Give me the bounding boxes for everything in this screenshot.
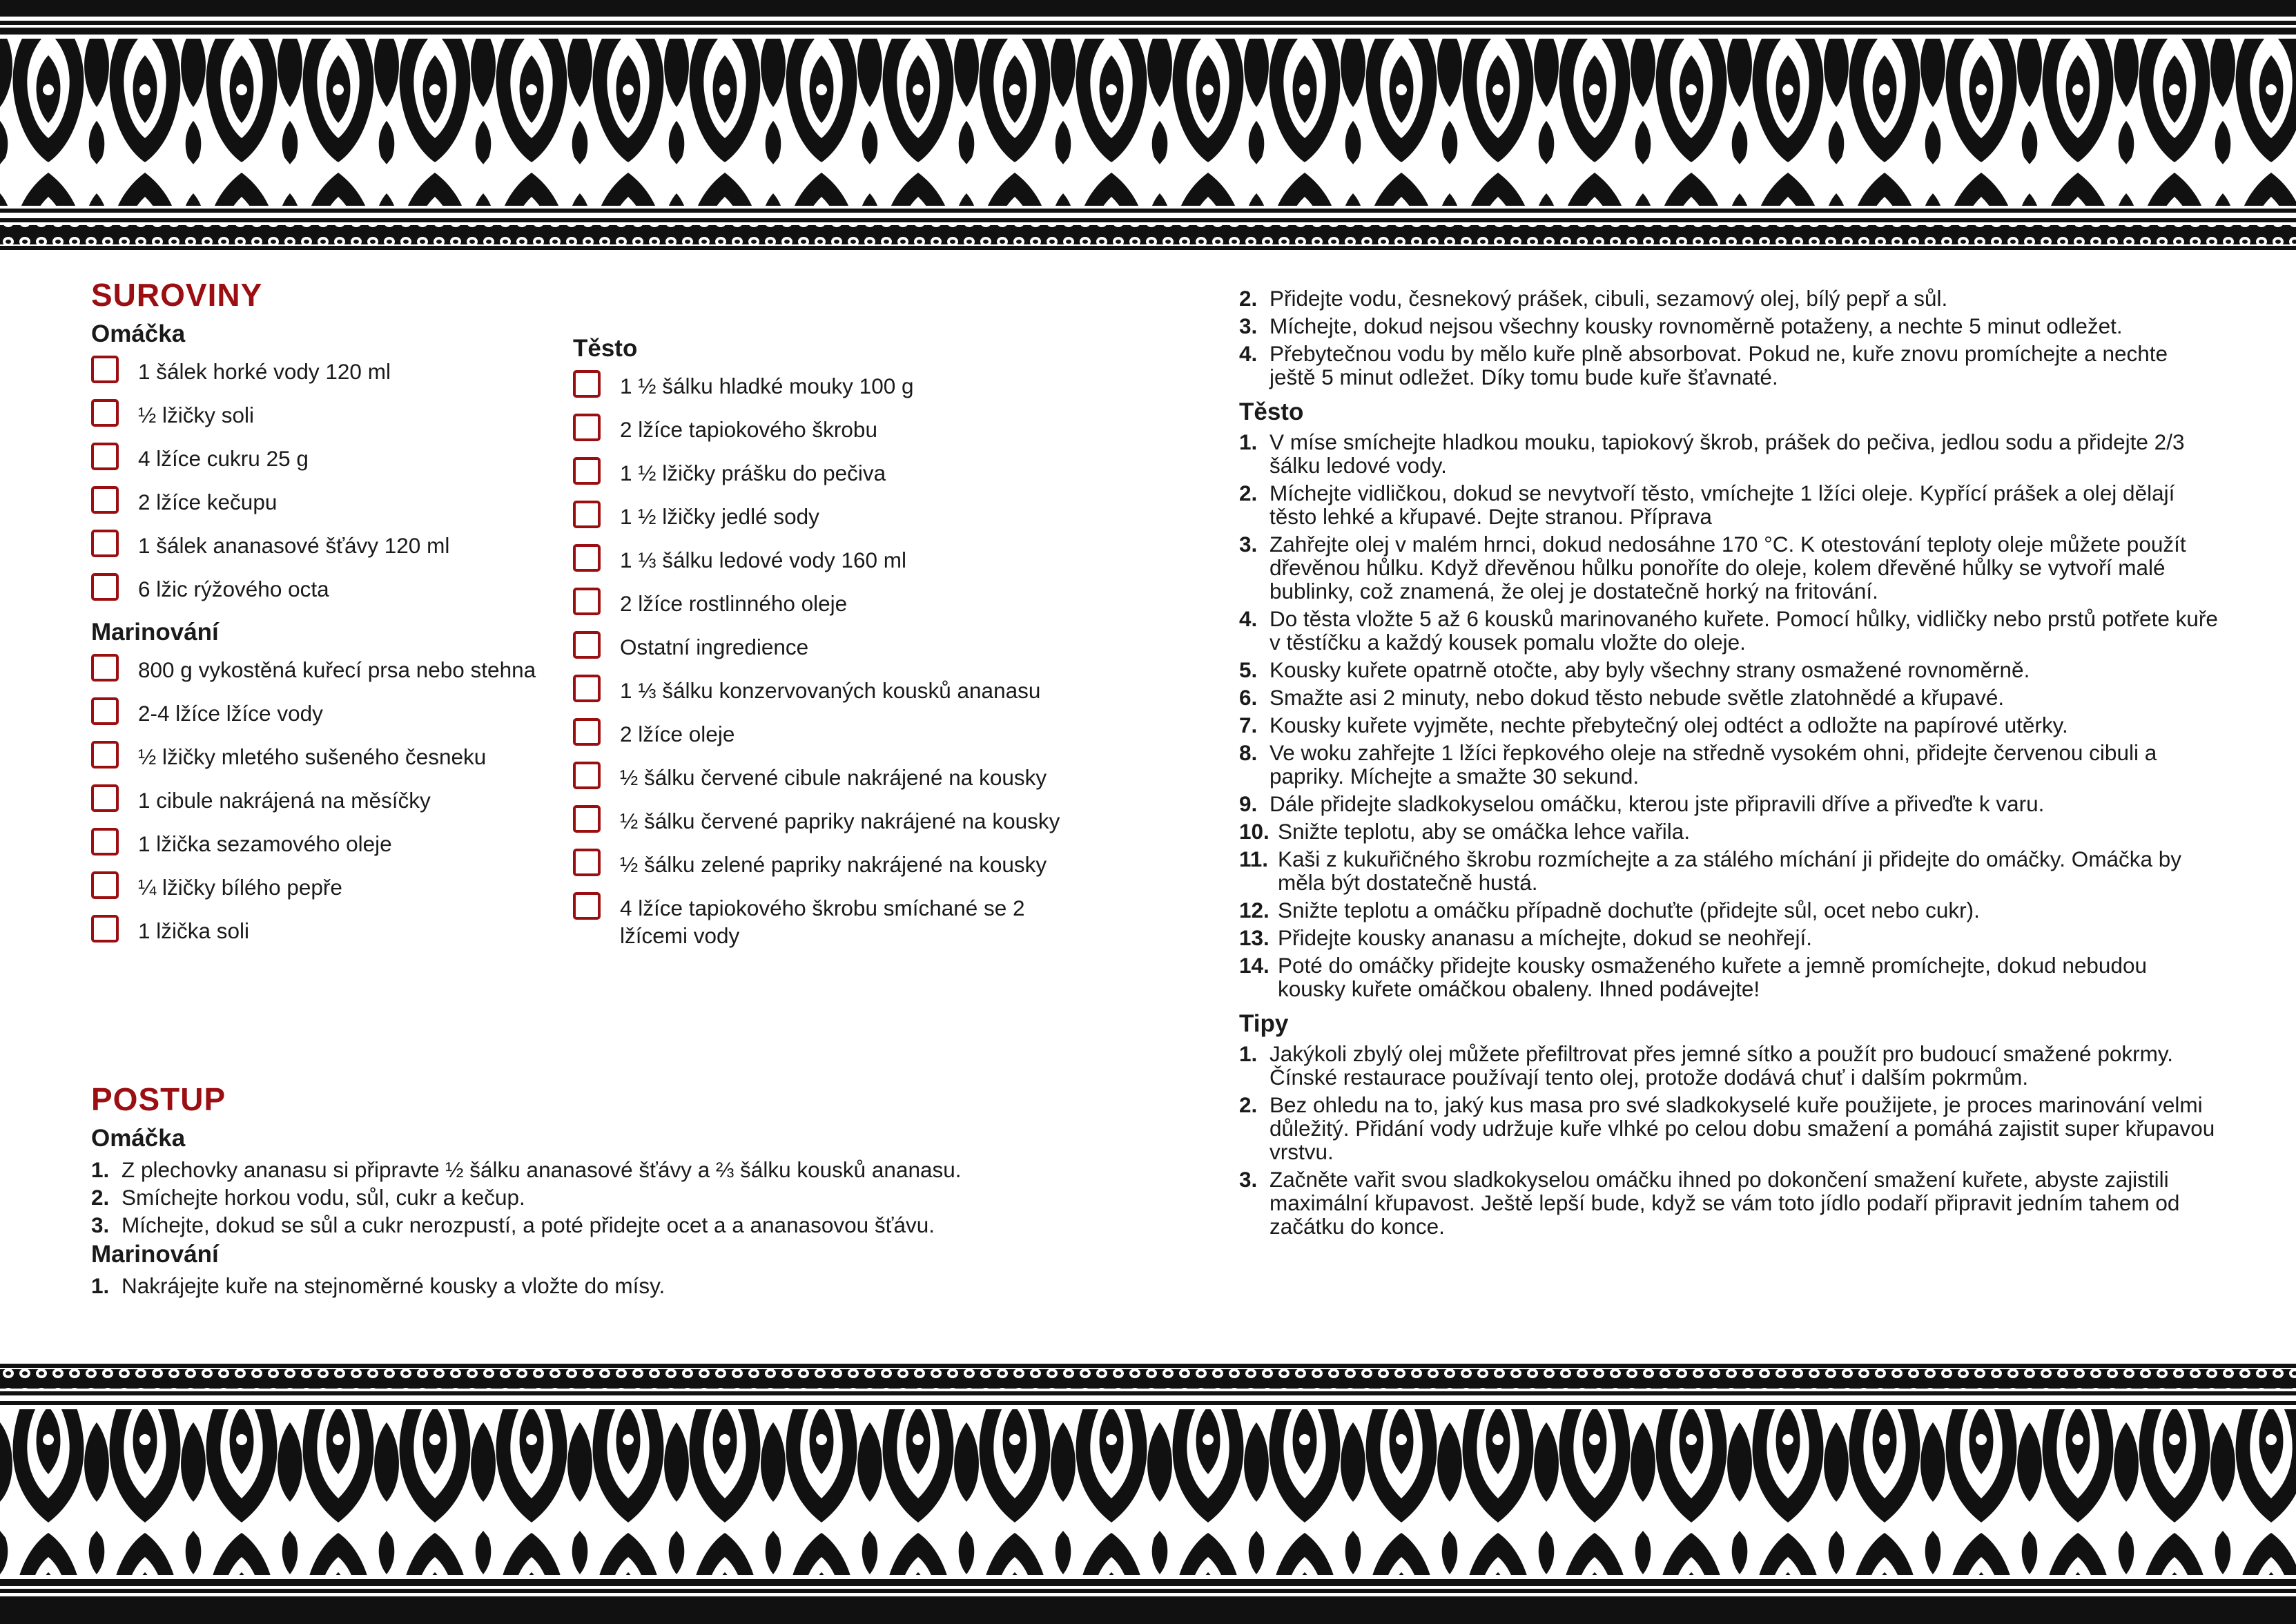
method-heading-omacka: Omáčka <box>91 1125 186 1152</box>
checkbox[interactable] <box>573 631 601 659</box>
checklist-item[interactable]: 2 lžíce tapiokového škrobu <box>573 416 1070 443</box>
checkbox[interactable] <box>573 892 601 920</box>
checkbox[interactable] <box>573 501 601 528</box>
step-item: 13. Přidejte kousky ananasu a míchejte, dokud se neohřejí. <box>1239 925 1812 950</box>
step-item: 3. Zahřejte olej v malém hrnci, dokud nedosáhne 170 °C. K otestování teploty oleje můžete použít dřevěnou hůlku. Když dřevěnou hůlku ponoříte do oleje, kolem dřevěné hůlky se vytvoří malé bublinky, což znamená, že olej je dostatečně horký na fritování. <box>1239 532 2186 603</box>
checklist-item[interactable]: 1 ⅓ šálku ledové vody 160 ml <box>573 546 1070 574</box>
checklist-item[interactable]: 1 lžička sezamového oleje <box>91 830 547 858</box>
steps-marinovani-part1 <box>91 1274 1127 1297</box>
method-continued-column <box>1239 287 2219 1242</box>
step-item: 1. Z plechovky ananasu si připravte ½ šálku ananasové šťávy a ⅔ šálku kousků ananasu. <box>91 1157 962 1182</box>
checkbox[interactable] <box>91 915 119 942</box>
step-item: 3. Míchejte, dokud nejsou všechny kousky rovnoměrně potaženy, a nechte 5 minut odležet. <box>1239 313 2123 338</box>
ingredients-title: SUROVINY <box>91 277 263 313</box>
checklist-marinovani <box>91 656 547 945</box>
checklist-omacka <box>91 358 547 603</box>
checklist-item[interactable]: ½ lžičky mletého sušeného česneku <box>91 743 547 771</box>
checklist-item[interactable]: 1 ½ šálku hladké mouky 100 g <box>573 372 1070 400</box>
steps-omacka <box>91 1158 1127 1237</box>
checklist-item[interactable]: ½ šálku zelené papriky nakrájené na kousky <box>573 851 1070 878</box>
steps-testo <box>1239 430 2219 1000</box>
thai-pattern-top <box>0 0 2296 255</box>
step-item: 6. Smažte asi 2 minuty, nebo dokud těsto nebude světle zlatohnědé a křupavé. <box>1239 685 2005 710</box>
method-heading-tipy: Tipy <box>1239 1010 1289 1037</box>
checkbox[interactable] <box>573 414 601 441</box>
step-item: 10. Snižte teplotu, aby se omáčka lehce vařila. <box>1239 819 1691 844</box>
checklist-item[interactable]: 6 lžic rýžového octa <box>91 575 547 603</box>
steps-tipy <box>1239 1042 2219 1238</box>
step-item: 4. Přebytečnou vodu by mělo kuře plně absorbovat. Pokud ne, kuře znovu promíchejte a nechte ještě 5 minut odležet. Díky tomu bude kuře šťavnaté. <box>1239 341 2168 389</box>
step-item: 8. Ve woku zahřejte 1 lžíci řepkového oleje na středně vysokém ohni, přidejte červenou cibuli a papriky. Míchejte a smažte 30 sekund. <box>1239 740 2157 789</box>
checkbox[interactable] <box>91 654 119 682</box>
step-item: 12. Snižte teplotu a omáčku případně dochuťte (přidejte sůl, ocet nebo cukr). <box>1239 898 1980 922</box>
checkbox[interactable] <box>91 486 119 514</box>
checkbox[interactable] <box>573 457 601 485</box>
checkbox[interactable] <box>91 530 119 557</box>
thai-pattern-bottom <box>0 1364 2296 1624</box>
step-item: 1. Jakýkoli zbylý olej můžete přefiltrovat přes jemné sítko a použít pro budoucí smažené pokrmy. Čínské restaurace používají tento olej, protože dodává chuť i dalším pokrmům. <box>1239 1041 2174 1090</box>
steps-marinovani-part2 <box>1239 287 2219 389</box>
checkbox[interactable] <box>91 573 119 601</box>
checklist-item[interactable]: 1 cibule nakrájená na měsíčky <box>91 786 547 814</box>
checklist-item[interactable]: ½ šálku červené cibule nakrájené na kousky <box>573 764 1070 791</box>
step-item: 2. Smíchejte horkou vodu, sůl, cukr a kečup. <box>91 1185 525 1210</box>
ingredients-column-2 <box>573 276 1070 965</box>
checklist-item[interactable]: ½ lžičky soli <box>91 401 547 429</box>
step-item: 5. Kousky kuřete opatrně otočte, aby byly všechny strany osmažené rovnoměrně. <box>1239 657 2030 682</box>
checkbox[interactable] <box>573 370 601 398</box>
checkbox[interactable] <box>91 741 119 768</box>
checklist-item[interactable]: 1 šálek horké vody 120 ml <box>91 358 547 385</box>
method-heading-testo: Těsto <box>1239 398 1304 425</box>
checklist-item[interactable]: 1 ½ lžičky prášku do pečiva <box>573 459 1070 487</box>
step-item: 14. Poté do omáčky přidejte kousky osmaženého kuřete a jemně promíchejte, dokud nebudou kousky kuřete omáčkou obaleny. Ihned podávejte! <box>1239 953 2148 1001</box>
group-heading-omacka: Omáčka <box>91 320 186 347</box>
step-item: 9. Dále přidejte sladkokyselou omáčku, kterou jste připravili dříve a přiveďte k varu. <box>1239 791 2045 816</box>
group-heading-marinovani: Marinování <box>91 619 219 646</box>
checklist-testo <box>573 372 1070 949</box>
checkbox[interactable] <box>91 784 119 812</box>
checkbox[interactable] <box>91 828 119 856</box>
step-item: 3. Míchejte, dokud se sůl a cukr nerozpustí, a poté přidejte ocet a a ananasovou šťávu. <box>91 1212 935 1237</box>
checklist-item[interactable]: Ostatní ingredience <box>573 633 1070 661</box>
checkbox[interactable] <box>91 356 119 383</box>
checkbox[interactable] <box>573 718 601 746</box>
checklist-item[interactable]: 2-4 lžíce lžíce vody <box>91 699 547 727</box>
method-heading-marinovani: Marinování <box>91 1241 219 1268</box>
method-section <box>91 1081 1127 1302</box>
step-item: 1. V míse smíchejte hladkou mouku, tapiokový škrob, prášek do pečiva, jedlou sodu a přidejte 2/3 šálku ledové vody. <box>1239 429 2185 478</box>
group-heading-testo: Těsto <box>573 335 638 362</box>
step-item: 1. Nakrájejte kuře na stejnoměrné kousky a vložte do mísy. <box>91 1273 665 1298</box>
checkbox[interactable] <box>573 544 601 572</box>
checklist-item[interactable]: 1 ⅓ šálku konzervovaných kousků ananasu <box>573 677 1070 704</box>
checklist-item[interactable]: 1 ½ lžičky jedlé sody <box>573 503 1070 530</box>
checklist-item[interactable]: 1 šálek ananasové šťávy 120 ml <box>91 532 547 559</box>
step-item: 2. Míchejte vidličkou, dokud se nevytvoří těsto, vmíchejte 1 lžíci oleje. Kypřící prášek a olej dělají těsto lehké a křupavé. Dejte stranou. Příprava <box>1239 481 2175 529</box>
step-item: 2. Bez ohledu na to, jaký kus masa pro své sladkokyselé kuře použijete, je proces marinování velmi důležitý. Přidání vody udržuje kuře vlhké po celou dobu smažení a pomáhá zajistit super křupavou vrstvu. <box>1239 1092 2215 1164</box>
checkbox[interactable] <box>91 871 119 899</box>
step-item: 7. Kousky kuřete vyjměte, nechte přebytečný olej odtéct a odložte na papírové utěrky. <box>1239 713 2068 737</box>
ingredients-column-1 <box>91 276 547 960</box>
checklist-item[interactable]: 2 lžíce oleje <box>573 720 1070 748</box>
checkbox[interactable] <box>573 588 601 615</box>
checkbox[interactable] <box>573 805 601 833</box>
checklist-item[interactable]: 800 g vykostěná kuřecí prsa nebo stehna <box>91 656 547 684</box>
bottom-ornament-border <box>0 1364 2296 1624</box>
checkbox[interactable] <box>91 399 119 427</box>
checklist-item[interactable]: 2 lžíce kečupu <box>91 488 547 516</box>
checkbox[interactable] <box>91 443 119 470</box>
checkbox[interactable] <box>573 762 601 789</box>
checklist-item[interactable]: 1 lžička soli <box>91 917 547 945</box>
step-item: 4. Do těsta vložte 5 až 6 kousků marinovaného kuřete. Pomocí hůlky, vidličky nebo prstů potřete kuře v těstíčku a každý kousek pomalu vložte do oleje. <box>1239 606 2218 655</box>
checklist-item[interactable]: 2 lžíce rostlinného oleje <box>573 590 1070 617</box>
step-item: 3. Začněte vařit svou sladkokyselou omáčku ihned po dokončení smažení kuřete, abyste zajistili maximální křupavost. Ještě lepší bude, když se vám toto jídlo podaří připravit jedním tahem od začátku do konce. <box>1239 1167 2180 1239</box>
top-ornament-border <box>0 0 2296 255</box>
checklist-item[interactable]: ¼ lžičky bílého pepře <box>91 873 547 901</box>
checklist-item[interactable]: 4 lžíce cukru 25 g <box>91 445 547 472</box>
step-item: 11. Kaši z kukuřičného škrobu rozmíchejte a za stálého míchání ji přidejte do omáčky. Omáčka by měla být dostatečně hustá. <box>1239 847 2182 895</box>
checkbox[interactable] <box>573 849 601 876</box>
checklist-item[interactable]: ½ šálku červené papriky nakrájené na kousky <box>573 807 1070 835</box>
checkbox[interactable] <box>573 675 601 702</box>
checklist-item[interactable]: 4 lžíce tapiokového škrobu smíchané se 2 lžícemi vody <box>573 894 1070 949</box>
step-item: 2. Přidejte vodu, česnekový prášek, cibuli, sezamový olej, bílý pepř a sůl. <box>1239 286 1948 311</box>
method-title: POSTUP <box>91 1081 226 1117</box>
checkbox[interactable] <box>91 697 119 725</box>
